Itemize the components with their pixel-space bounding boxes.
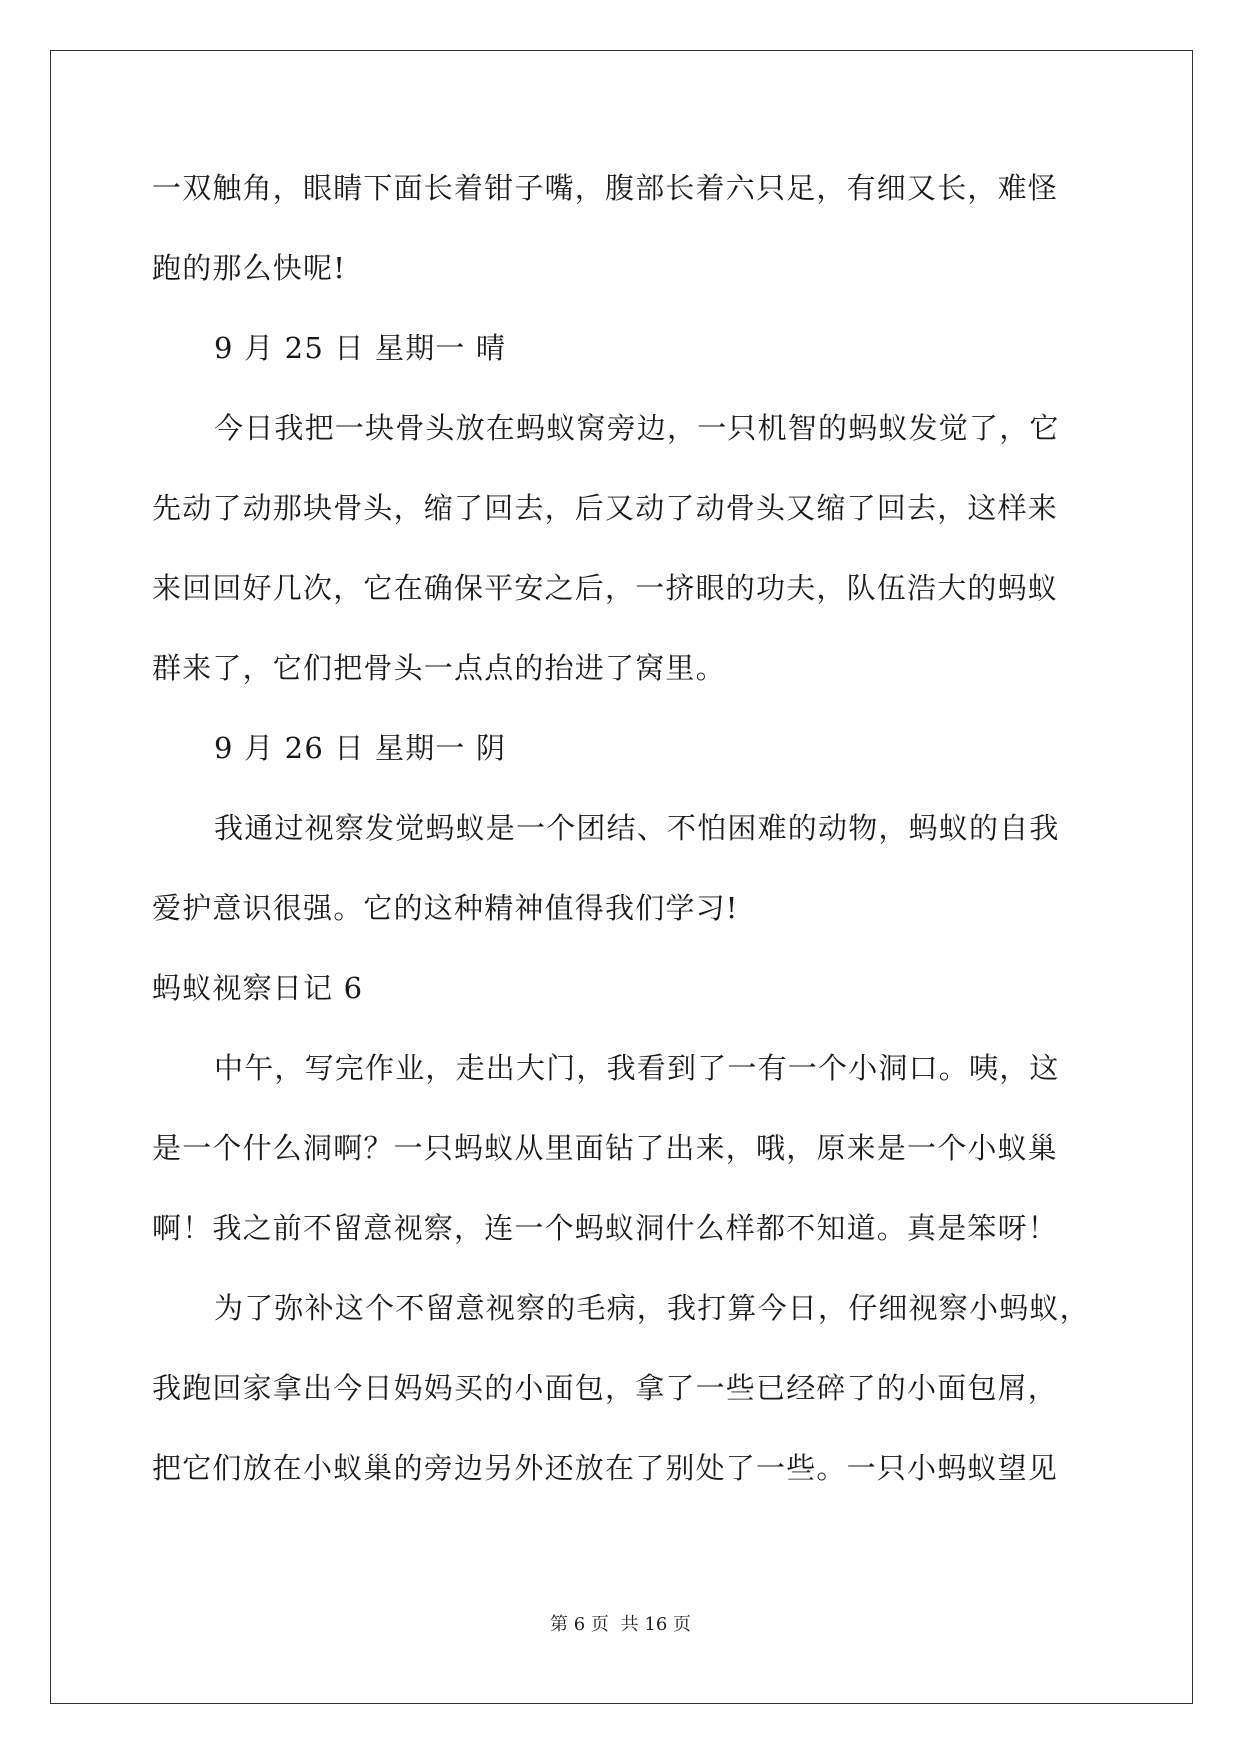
document-body	[152, 160, 1092, 1520]
text-line: 中午，写完作业，走出大门，我看到了一有一个小洞口。咦，这	[214, 1051, 1060, 1085]
text-line: 我跑回家拿出今日妈妈买的小面包，拿了一些已经碎了的小面包屑，	[152, 1371, 1059, 1405]
page-number: 第 6 页	[550, 1614, 609, 1635]
text-line: 跑的那么快呢!	[152, 251, 347, 285]
page-footer	[0, 1610, 1241, 1636]
section-title: 蚂蚁视察日记 6	[152, 971, 364, 1005]
text-line: 我通过视察发觉蚂蚁是一个团结、不怕困难的动物，蚂蚁的自我	[214, 811, 1060, 845]
text-line: 是一个什么洞啊？一只蚂蚁从里面钻了出来，哦，原来是一个小蚁巢	[152, 1131, 1059, 1165]
text-line: 今日我把一块骨头放在蚂蚁窝旁边，一只机智的蚂蚁发觉了，它	[214, 411, 1060, 445]
total-pages: 共 16 页	[620, 1614, 691, 1635]
text-line: 为了弥补这个不留意视察的毛病，我打算今日，仔细视察小蚂蚁，	[214, 1291, 1090, 1325]
text-line: 来回回好几次，它在确保平安之后，一挤眼的功夫，队伍浩大的蚂蚁	[152, 571, 1059, 605]
text-line: 群来了，它们把骨头一点点的抬进了窝里。	[152, 651, 726, 685]
text-line: 一双触角，眼睛下面长着钳子嘴，腹部长着六只足，有细又长，难怪	[152, 171, 1059, 205]
diary-date-heading: 9 月 26 日 星期一 阴	[214, 731, 507, 765]
text-line: 爱护意识很强。它的这种精神值得我们学习!	[152, 891, 739, 925]
text-line: 把它们放在小蚁巢的旁边另外还放在了别处了一些。一只小蚂蚁望见	[152, 1451, 1059, 1485]
text-line: 啊！我之前不留意视察，连一个蚂蚁洞什么样都不知道。真是笨呀！	[152, 1211, 1059, 1245]
diary-date-heading: 9 月 25 日 星期一 晴	[214, 331, 507, 365]
text-line: 先动了动那块骨头，缩了回去，后又动了动骨头又缩了回去，这样来	[152, 491, 1059, 525]
